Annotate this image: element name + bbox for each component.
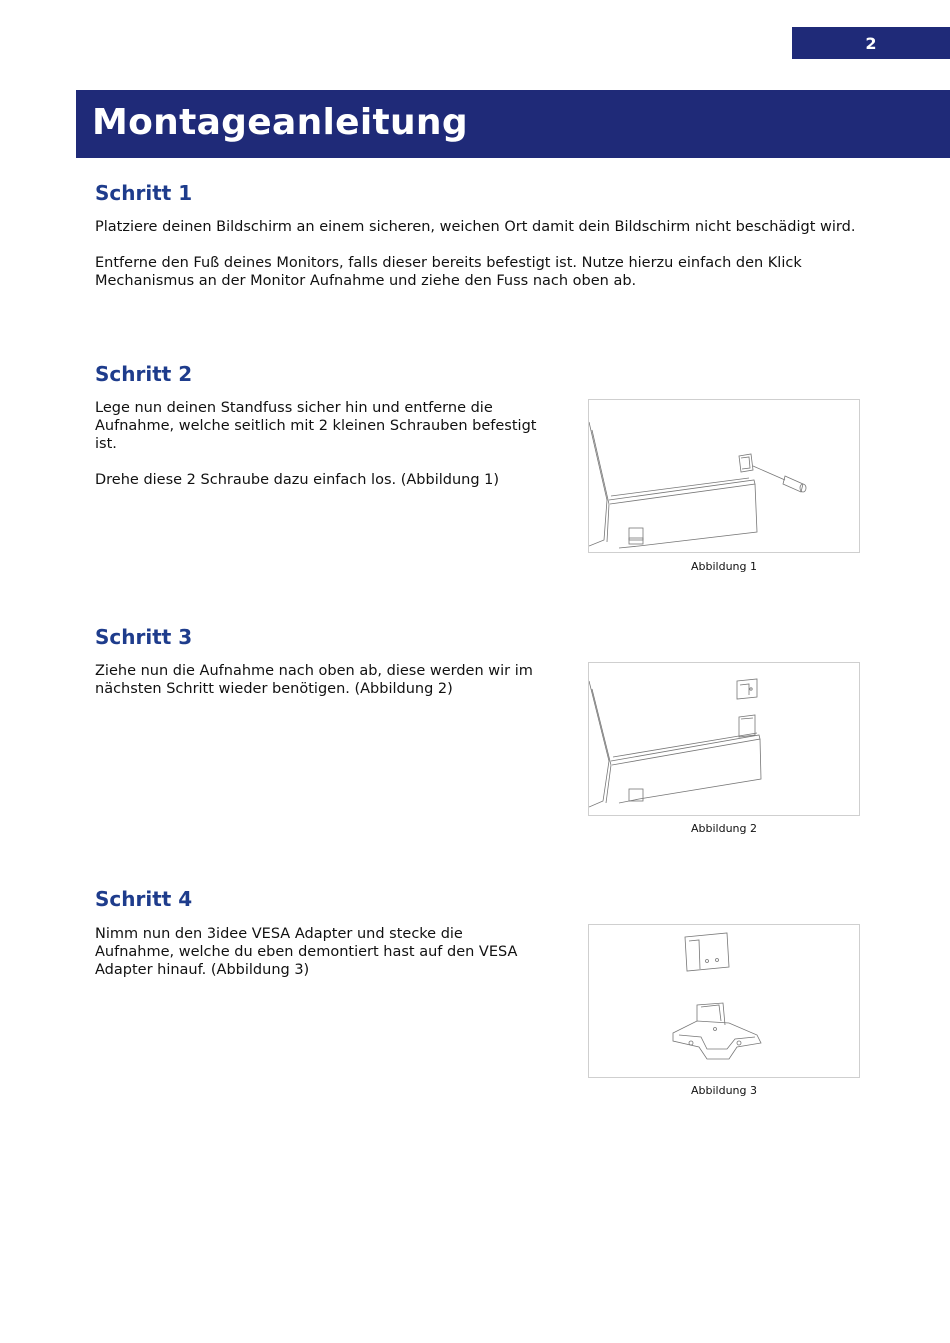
figure-1-drawing bbox=[589, 400, 859, 552]
step-4-paragraph-1: Nimm nun den 3idee VESA Adapter und stecke die Aufnahme, welche du eben demontiert hast auf den VESA Adapter hinauf. (Abbildung 3) bbox=[95, 926, 518, 978]
figure-3-caption: Abbildung 3 bbox=[690, 1084, 757, 1097]
step-4-heading: Schritt 4 bbox=[95, 887, 193, 911]
step-3-paragraph-1: Ziehe nun die Aufnahme nach oben ab, diese werden wir im nächsten Schritt wieder benötigen. (Abbildung 2) bbox=[95, 663, 533, 697]
figure-2-caption: Abbildung 2 bbox=[690, 822, 757, 835]
step-2-heading: Schritt 2 bbox=[95, 362, 193, 386]
page-number: 2 bbox=[865, 33, 877, 53]
step-1-paragraph-2: Entferne den Fuß deines Monitors, falls dieser bereits befestigt ist. Nutze hierzu einfach den Klick Mechanismus an der Monitor Aufnahme und ziehe den Fuss nach oben ab. bbox=[95, 255, 802, 289]
step-1-paragraph-1: Platziere deinen Bildschirm an einem sicheren, weichen Ort damit dein Bildschirm nicht beschädigt wird. bbox=[95, 219, 856, 235]
step-2-paragraph-2: Drehe diese 2 Schraube dazu einfach los. (Abbildung 1) bbox=[95, 472, 500, 488]
figure-2 bbox=[588, 662, 860, 816]
step-2-paragraph-1: Lege nun deinen Standfuss sicher hin und entferne die Aufnahme, welche seitlich mit 2 kleinen Schrauben befestigt ist. bbox=[95, 400, 537, 452]
step-3-heading: Schritt 3 bbox=[95, 625, 193, 649]
page-title: Montageanleitung bbox=[92, 102, 468, 143]
figure-3-drawing bbox=[589, 925, 859, 1077]
figure-1 bbox=[588, 399, 860, 553]
page-number-badge bbox=[792, 27, 950, 59]
title-bar bbox=[76, 90, 950, 158]
step-1-heading: Schritt 1 bbox=[95, 181, 193, 205]
figure-1-caption: Abbildung 1 bbox=[690, 560, 757, 573]
figure-2-drawing bbox=[589, 663, 859, 815]
figure-3 bbox=[588, 924, 860, 1078]
